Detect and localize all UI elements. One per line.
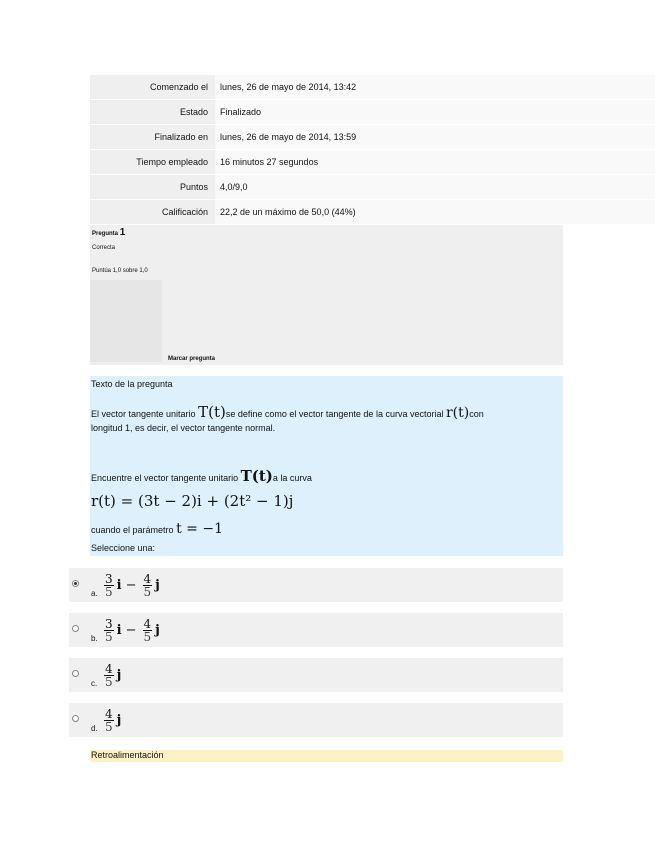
option-letter: b. <box>91 634 98 643</box>
summary-value: lunes, 26 de mayo de 2014, 13:59 <box>215 125 655 150</box>
flag-question-link[interactable]: Marcar pregunta <box>168 356 216 362</box>
summary-label: Puntos <box>90 175 215 200</box>
answer-option-d[interactable] <box>69 703 563 737</box>
option-letter: d. <box>91 724 98 733</box>
question-score: Puntúa 1,0 sobre 1,0 <box>92 268 148 274</box>
radio-button[interactable] <box>72 625 79 632</box>
summary-row <box>90 75 655 100</box>
T-of-t-math: T(t) <box>240 467 273 485</box>
summary-row <box>90 150 655 175</box>
question-state: Correcta <box>92 245 116 251</box>
r-of-t-math: r(t) <box>445 405 470 421</box>
summary-row <box>90 175 655 200</box>
option-answer: $\frac{3}{5}$ i − $\frac{4}{5}$ j <box>105 571 160 599</box>
question-paragraph-2: longitud 1, es decir, el vector tangente normal. <box>91 423 276 433</box>
T-of-t-math: T(t) <box>198 403 226 421</box>
summary-label: Calificación <box>90 200 215 225</box>
summary-value: Finalizado <box>215 100 655 125</box>
option-letter: a. <box>91 589 98 598</box>
question-text-panel <box>90 376 563 556</box>
summary-value: lunes, 26 de mayo de 2014, 13:42 <box>215 75 655 100</box>
radio-button[interactable] <box>72 580 79 587</box>
parameter-line: cuando el parámetro t = −1 <box>91 521 223 537</box>
parameter-equation: t = −1 <box>176 521 223 537</box>
option-answer: $\frac{3}{5}$ i − $\frac{4}{5}$ j <box>105 616 160 644</box>
question-paragraph-3: Encuentre el vector tangente unitario T(t)a la curva <box>91 467 312 485</box>
question-number: Pregunta 1 <box>92 227 126 238</box>
answer-option-a[interactable] <box>69 568 563 602</box>
summary-label: Finalizado en <box>90 125 215 150</box>
radio-button[interactable] <box>72 715 79 722</box>
option-letter: c. <box>91 679 98 688</box>
option-answer: $\frac{4}{5}$ j <box>105 706 122 734</box>
summary-value: 22,2 de un máximo de 50,0 (44%) <box>215 200 655 225</box>
question-paragraph-1: El vector tangente unitario T(t)se define como el vector tangente de la curva vectorial r(t)con <box>91 403 484 421</box>
summary-label: Tiempo empleado <box>90 150 215 175</box>
summary-row <box>90 100 655 125</box>
summary-row <box>90 200 655 225</box>
answer-option-b[interactable] <box>69 613 563 647</box>
select-one-label: Seleccione una: <box>91 543 156 553</box>
question-text-heading: Texto de la pregunta <box>91 379 173 389</box>
summary-row <box>90 125 655 150</box>
option-answer: $\frac{4}{5}$ j <box>105 661 122 689</box>
attempt-summary-table <box>90 74 655 224</box>
feedback-header: Retroalimentación <box>90 750 563 762</box>
curve-equation: r(t) = (3t − 2)i + (2t² − 1)j <box>91 492 294 510</box>
radio-button[interactable] <box>72 670 79 677</box>
summary-value: 4,0/9,0 <box>215 175 655 200</box>
answer-option-c[interactable] <box>69 658 563 692</box>
summary-label: Comenzado el <box>90 75 215 100</box>
question-info-panel <box>90 225 563 365</box>
summary-label: Estado <box>90 100 215 125</box>
summary-value: 16 minutos 27 segundos <box>215 150 655 175</box>
info-left-column <box>90 280 162 362</box>
